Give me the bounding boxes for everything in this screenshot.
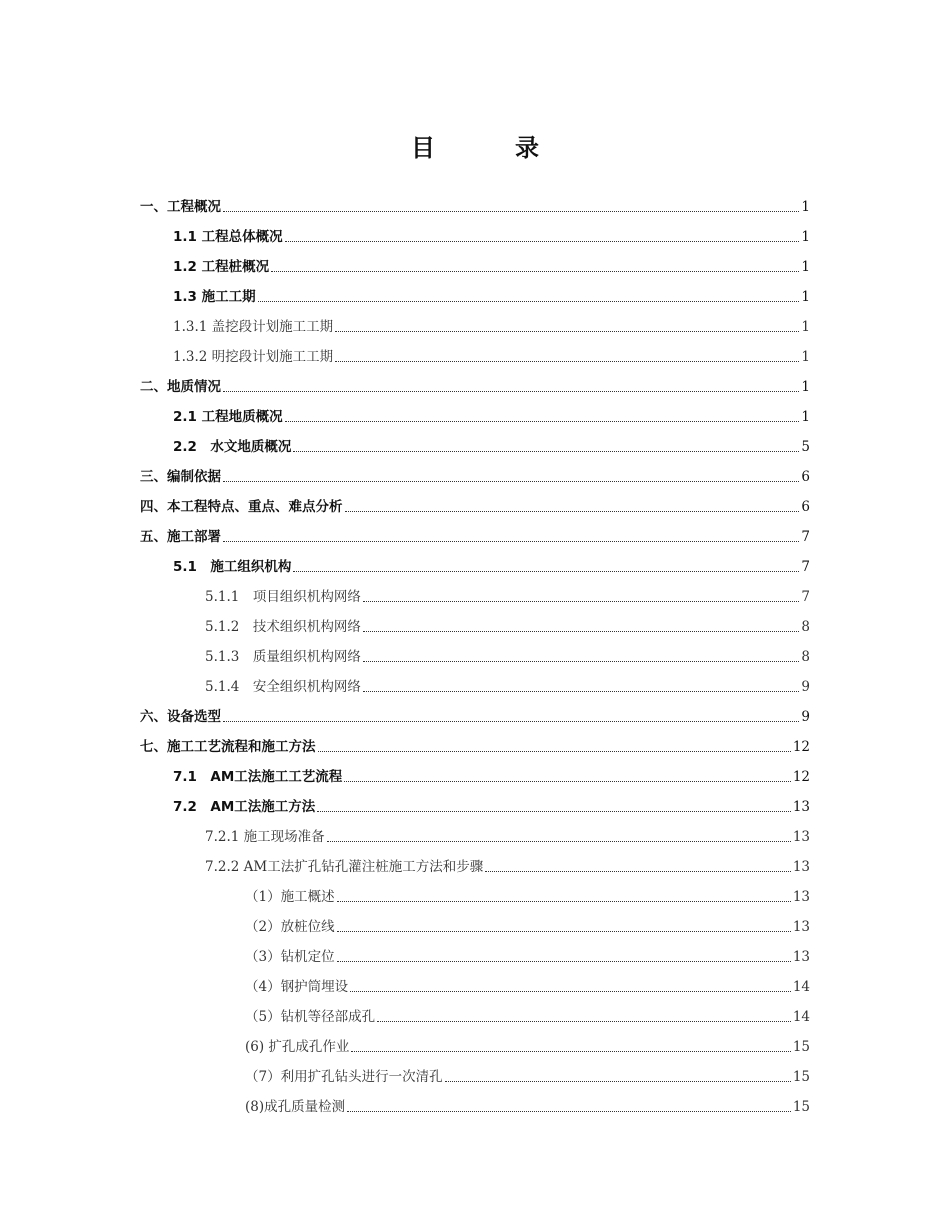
toc-entry-page: 7 [801, 529, 810, 545]
dot-leader [485, 870, 791, 872]
toc-entry-label: （7）利用扩孔钻头进行一次清孔 [245, 1069, 443, 1085]
toc-entry-page: 7 [801, 559, 810, 575]
toc-entry-page: 6 [801, 469, 810, 485]
toc-entry-page: 9 [801, 709, 810, 725]
toc-entry[interactable] [173, 216, 810, 246]
toc-entry[interactable] [140, 486, 810, 516]
dot-leader [318, 750, 791, 752]
toc-entry[interactable] [205, 606, 810, 636]
toc-entry-label: （3）钻机定位 [245, 949, 335, 965]
dot-leader [363, 660, 800, 662]
dot-leader [337, 900, 791, 902]
toc-entry-page: 1 [801, 379, 810, 395]
toc-entry-label: 5.1.4 安全组织机构网络 [205, 679, 361, 695]
toc-entry-page: 1 [801, 319, 810, 335]
toc-entry-page: 8 [801, 649, 810, 665]
toc-entry-page: 13 [792, 799, 810, 815]
toc-entry[interactable] [140, 516, 810, 546]
toc-entry-label: 5.1 施工组织机构 [173, 559, 292, 575]
dot-leader [335, 360, 799, 362]
toc-entry-label: 1.2 工程桩概况 [173, 259, 270, 275]
dot-leader [363, 690, 800, 692]
toc-entry[interactable] [173, 246, 810, 276]
dot-leader [377, 1020, 791, 1022]
toc-entry-label: 四、本工程特点、重点、难点分析 [140, 499, 343, 515]
toc-entry[interactable] [173, 396, 810, 426]
dot-leader [344, 780, 791, 782]
toc-entry[interactable] [205, 816, 810, 846]
toc-entry[interactable] [173, 786, 810, 816]
dot-leader [317, 810, 791, 812]
toc-entry[interactable] [140, 726, 810, 756]
toc-entry[interactable] [245, 966, 810, 996]
toc-entry-label: (8)成孔质量检测 [245, 1099, 346, 1115]
toc-entry-page: 1 [801, 289, 810, 305]
toc-entry-label: （5）钻机等径部成孔 [245, 1009, 376, 1025]
toc-entry[interactable] [245, 906, 810, 936]
toc-entry[interactable] [245, 1056, 810, 1086]
toc-entry-label: 7.2 AM工法施工方法 [173, 799, 316, 815]
dot-leader [337, 930, 791, 932]
dot-leader [285, 420, 800, 422]
toc-entry-label: 六、设备选型 [140, 709, 221, 725]
toc-entry-page: 5 [801, 439, 810, 455]
dot-leader [327, 840, 791, 842]
toc-entry-page: 13 [792, 889, 810, 905]
toc-entry[interactable] [173, 756, 810, 786]
toc-entry-page: 9 [801, 679, 810, 695]
toc-entry[interactable] [140, 456, 810, 486]
dot-leader [363, 630, 800, 632]
toc-entry-page: 14 [792, 1009, 810, 1025]
dot-leader [363, 600, 800, 602]
toc-entry-label: （4）钢护筒埋设 [245, 979, 349, 995]
toc-entry-label: 2.1 工程地质概况 [173, 409, 283, 425]
dot-leader [285, 240, 800, 242]
dot-leader [345, 510, 800, 512]
toc-entry-page: 15 [792, 1099, 810, 1115]
toc-entry[interactable] [173, 426, 810, 456]
toc-entry-page: 15 [792, 1039, 810, 1055]
toc-entry-label: 1.3.1 盖挖段计划施工工期 [173, 319, 334, 335]
dot-leader [337, 960, 791, 962]
dot-leader [223, 210, 799, 212]
toc-entry-label: 一、工程概况 [140, 199, 221, 215]
dot-leader [223, 540, 799, 542]
toc-entry-page: 6 [801, 499, 810, 515]
toc-entry-page: 14 [792, 979, 810, 995]
toc-entry[interactable] [173, 276, 810, 306]
toc-entry-label: 七、施工工艺流程和施工方法 [140, 739, 316, 755]
toc-entry-page: 15 [792, 1069, 810, 1085]
toc-entry-label: 5.1.2 技术组织机构网络 [205, 619, 361, 635]
toc-entry-label: (6) 扩孔成孔作业 [245, 1039, 350, 1055]
toc-entry-page: 1 [801, 409, 810, 425]
toc-entry[interactable] [245, 996, 810, 1026]
toc-entry-page: 13 [792, 829, 810, 845]
dot-leader [293, 570, 799, 572]
toc-entry[interactable] [245, 936, 810, 966]
toc-entry[interactable] [140, 696, 810, 726]
toc-entry[interactable] [173, 306, 810, 336]
toc-entry-label: 1.3 施工工期 [173, 289, 256, 305]
toc-entry[interactable] [205, 576, 810, 606]
toc-entry-label: 7.2.1 施工现场准备 [205, 829, 325, 845]
toc-entry-page: 1 [801, 259, 810, 275]
toc-entry[interactable] [245, 876, 810, 906]
toc-entry-label: 5.1.1 项目组织机构网络 [205, 589, 361, 605]
toc-entry-label: 二、地质情况 [140, 379, 221, 395]
toc-entry-page: 13 [792, 949, 810, 965]
toc-entry[interactable] [173, 336, 810, 366]
toc-entry-label: 五、施工部署 [140, 529, 221, 545]
toc-entry[interactable] [205, 666, 810, 696]
dot-leader [335, 330, 799, 332]
toc-entry-label: 1.1 工程总体概况 [173, 229, 283, 245]
toc-entry-label: 7.1 AM工法施工工艺流程 [173, 769, 343, 785]
toc-entry-label: （2）放桩位线 [245, 919, 335, 935]
toc-entry-label: 7.2.2 AM工法扩孔钻孔灌注桩施工方法和步骤 [205, 859, 484, 875]
toc-entry[interactable] [140, 186, 810, 216]
toc-entry-page: 13 [792, 919, 810, 935]
toc-entry-label: 2.2 水文地质概况 [173, 439, 292, 455]
dot-leader [258, 300, 800, 302]
dot-leader [347, 1110, 791, 1112]
toc-entry-label: 5.1.3 质量组织机构网络 [205, 649, 361, 665]
dot-leader [271, 270, 799, 272]
toc-entry-label: 1.3.2 明挖段计划施工工期 [173, 349, 334, 365]
dot-leader [223, 480, 799, 482]
toc-entry-page: 1 [801, 199, 810, 215]
toc-entry[interactable] [173, 546, 810, 576]
dot-leader [351, 1050, 790, 1052]
toc-entry[interactable] [205, 636, 810, 666]
toc-entry-page: 1 [801, 229, 810, 245]
toc-title: 目 录 [411, 134, 567, 162]
toc-entry[interactable] [245, 1086, 810, 1116]
dot-leader [223, 390, 799, 392]
dot-leader [293, 450, 799, 452]
toc-entry-label: 三、编制依据 [140, 469, 221, 485]
toc-entry[interactable] [140, 366, 810, 396]
dot-leader [445, 1080, 791, 1082]
toc-entry-page: 12 [792, 739, 810, 755]
toc-entry-page: 12 [792, 769, 810, 785]
toc-entry-page: 7 [801, 589, 810, 605]
toc-entry-page: 1 [801, 349, 810, 365]
toc-entry-page: 13 [792, 859, 810, 875]
toc-entry-label: （1）施工概述 [245, 889, 335, 905]
toc-entry[interactable] [245, 1026, 810, 1056]
toc-entry[interactable] [205, 846, 810, 876]
toc-entry-page: 8 [801, 619, 810, 635]
dot-leader [223, 720, 799, 722]
dot-leader [350, 990, 791, 992]
